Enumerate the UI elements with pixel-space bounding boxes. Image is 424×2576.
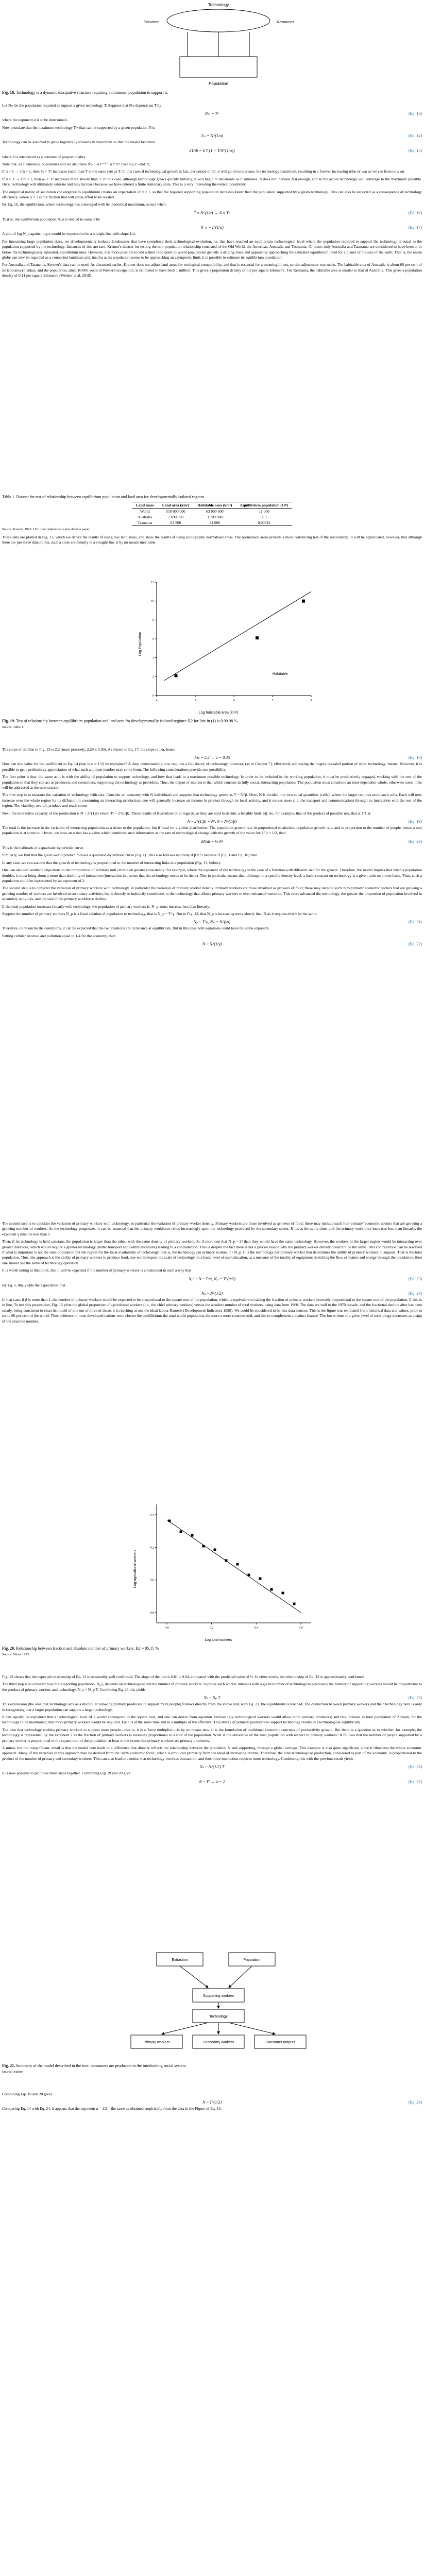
paragraph: Therefore, to reconcile the conditions, it can be expected that the two relations are in balance at equilibrium. But in this case both equations could have the same exponent. [2, 926, 270, 931]
equation-number[interactable]: (Eq. 17) [408, 225, 422, 230]
table-cell: 34 000 [209, 520, 221, 525]
y-tick-label: 9.4 [150, 1514, 154, 1517]
equation-13 [2, 110, 422, 117]
figure-18-caption [2, 90, 422, 95]
flow-arrow [229, 1966, 252, 1988]
paragraph: These data are plotted in Fig. 13, which we derive the results of using raw land areas, and show the results of using ecologically normalised areas. The normalised areas provide a more convincing test of the relationship. It will be appreciated, however, that although there are just three data points, such a close conformity to a straight line is by no means inevitable. [2, 535, 422, 545]
y-axis-label: Log agricultural workers [133, 1549, 137, 1588]
table-source: Source: Kremer 1993. 11b: other adjustments described in paper. [2, 528, 91, 531]
technology-label: Technology [208, 3, 229, 7]
figure-21-caption [2, 2063, 422, 2069]
paragraph: Now postulate that the maximum technology Tₘ that can be supported by a given population N is [2, 125, 155, 130]
secondary-workers-label: Secondary workers [203, 2041, 234, 2044]
equation-number[interactable]: (Eq. 23) [408, 1276, 422, 1281]
equation-text: N ~ T^(1/2) [202, 2100, 222, 2105]
data-point [191, 1534, 194, 1537]
data-point [256, 636, 259, 639]
equation-number[interactable]: (Eq. 16) [408, 210, 422, 215]
paragraph: If α > 1 → 1/α < 1, then δₙ > Tᵅ increases more slowly than T. In this case, although technology grows quickly initially, it will begin to decelerate as it saturates. It does not increase fast enough, and so the actual technology will converge to the maximum possible. Here, technology will ultimately saturate and may increase because we have entered a finite stationary state. This is a very interesting theoretical possibility. [2, 176, 422, 187]
paragraph: By Eq. 16, the equilibrium, where technology has converged with its theoretical maximum, occurs when: [2, 202, 167, 207]
paragraph: Comparing Eq. 14 with Eq. 24, it appears that the exponent α = 1/2—the same as obtained empirically from the data in the Figure of Eq. 13. [2, 2106, 222, 2111]
paragraph: It is now possible to put these three steps together. Combining Eqs 19 and 20 give [2, 1771, 130, 1776]
x-tick-label: 6 [233, 699, 235, 702]
table-header: Land area (km²) [162, 503, 190, 507]
paragraph: A plot of log N_e against log z would be expected to be a straight line with slope 1/α. [2, 231, 136, 236]
paragraph: This expression (the idea that technology acts as a multiplier allowing primary producers to support more people) follows directly from the above and, with Eq. 21, the equilibrium is reached. The distinction between primary workers and their technology here is only in recognizing that a larger population can support a larger technology. [2, 1702, 422, 1712]
figure-20-number: Fig. 20. [2, 1646, 15, 1651]
figure-19-source: Source: Table 1. [2, 725, 24, 729]
consumer-outputs-label: Consumer outputs [265, 2041, 295, 2044]
table-cell: Australia [138, 515, 152, 519]
equation-25 [2, 1694, 422, 1702]
equation-number[interactable]: (Eq. 22) [408, 942, 422, 947]
paragraph: If α < 1 → 1/α > 1, then δₙ < Tᵅ increases faster than T at the same rate as T. In this case, if technological growth is fast, per period of all, it will go on to increase, the technology maximum, resulting in a forever increasing tribe or war as we see from now on. [2, 169, 405, 174]
trend-line [164, 591, 311, 680]
figure-20-caption [2, 1646, 422, 1651]
data-point [302, 600, 305, 603]
data-point [248, 1574, 250, 1577]
table-cell: World [140, 509, 150, 514]
equation-text: N_e = z^(1/α) [200, 225, 224, 230]
equation-number[interactable]: (Eq. 20) [408, 839, 422, 844]
primary-workers-label: Primary workers [143, 2041, 170, 2044]
equation-20 [2, 838, 422, 845]
equation-text: Nₚ ~ T^γ, Nₚ = N^(γα) [193, 920, 231, 925]
chart-log-population [2, 572, 422, 716]
figure-19-caption [2, 719, 422, 724]
x-axis-label: Log total workers [205, 1638, 232, 1642]
equation-text: Nₛ ~ N^(1/2) T [199, 1765, 225, 1770]
figure-20-caption-text: Relationship between fraction and absolute number of primary workers. R2 = 95.15 % [16, 1646, 159, 1651]
population-box [180, 57, 257, 77]
paragraph: That is, the equilibrium population N_e is related to some z by [2, 216, 100, 222]
data-point [259, 1578, 262, 1580]
equation-24 [2, 1290, 422, 1297]
equation-26 [2, 1764, 422, 1771]
chart-agricultural-workers [2, 1494, 422, 1643]
x-tick-label: 9.2 [209, 1626, 214, 1630]
table-cell: Tasmania [138, 520, 152, 525]
x-tick-label: 9.6 [299, 1626, 303, 1630]
equation-number[interactable]: (Eq. 28) [408, 2100, 422, 2105]
equation-text: T ≈ N^(1/α) → N ≈ Tᵅ [194, 210, 230, 215]
table-cell: 0.00012 [258, 520, 270, 525]
paragraph: Then, if its technology is held constant, the population is larger than the other, with the same density of primary workers. So if more one that N_p ~ 2ᵅ than they would have the same technology. However, the workers in the larger region would be interacting over greater distances, which would require a greater technology (better transport and communications) leading to a contradiction. This is despite the fact there is not a precise reason why the primary worker density could not be the same. This contradiction can be resolved if what is important is not the total population but the region for the local availability of technology, that is, the technology per primary worker, T / N_p. It is the technology per primary worker that determines the ability of primary workers to support. That is the total population. Thus, the approach is the ability of primary workers to produce food, one would expect the scale of technology on a basic level of sophistication, as a measure of the totality of equipment stretching the flow of matter and energy through the population, then one should see the same of technology operation. [2, 1239, 422, 1265]
chart-axes [150, 1504, 312, 1630]
table-cell: 510 000 000 [166, 509, 185, 514]
equation-text: N ~ N^(1/γ) [202, 942, 222, 947]
equation-14 [2, 132, 422, 140]
equation-21 [2, 919, 422, 926]
table-cell: 11 000 [259, 509, 269, 514]
figure-18 [2, 0, 422, 98]
y-tick-label: 10 [151, 600, 154, 603]
x-axis-label: Log habitable area (km²) [198, 711, 239, 715]
equation-number[interactable]: (Eq. 15) [408, 148, 422, 153]
paragraph: where the exponent α is to be determined. [2, 117, 68, 123]
y-tick-label: 9.0 [150, 1579, 154, 1582]
equation-number[interactable]: (Eq. 27) [408, 1779, 422, 1784]
data-point [282, 1592, 284, 1595]
data-point [202, 1545, 205, 1548]
paragraph: The third step is to consider how the supporting population, N_s, depends on technological and the number of primary workers. Suppose each worker interacts with a given number of technological processes; the number of supporting workers would be proportional to the product of primary workers and technology, N_s ~ N_p T. Combining Eq. 23 this yields [2, 1682, 422, 1692]
data-point [270, 1588, 273, 1591]
table-header: Habitable area (km²) [197, 503, 232, 507]
figure-21-caption-text: Summary of the model described in the text: consumers are producers in the interlocking social system [16, 2063, 186, 2068]
text-block-5 [2, 1674, 422, 1786]
y-tick-label: 0 [152, 694, 154, 698]
trend-line [167, 1520, 301, 1613]
supporting-workers-label: Supporting workers [202, 1994, 234, 1998]
chart-axes [151, 581, 312, 702]
figure-19 [2, 572, 422, 737]
equation-text: 1/α = 2.2 → α = 0.45 [194, 755, 230, 760]
paragraph: For Australia and Tasmania, Kremer's data can be used. As discussed earlier, Kremer does not adjust land areas for ecological compatibility, and that is essential for a meaningful test, so this adjustment was made. The habitable area of Australia is about 60 per cent of its land area (Pianka), and the population, since 10 000 years of Western occupation, is estimated to have been 1 million. This gives a population density of 0.2 per square kilometre. For Tasmania, the habitable area is similar to that of Australia. This gives a population density of 0.11 per square kilometre (Weisler et al. 2019). [2, 262, 422, 278]
paragraph: Let Nₘ be the population required to support a given technology T. Suppose that Nₘ depends on T by [2, 103, 162, 108]
text-block-3 [2, 747, 422, 948]
figure-18-number: Fig. 18. [2, 90, 15, 95]
technology-ellipse [167, 9, 270, 32]
figure-21-number: Fig. 21. [2, 2063, 15, 2068]
figure-20 [2, 1494, 422, 1664]
y-tick-label: 2 [152, 675, 154, 679]
paragraph: The empirical nature of saturation convergence to equilibrium creates an expectation of α < 1, so that the required supporting population increases faster than the population supported by a given technology. This can also be expected as a consequence of technology efficiency, where α < 1 is not friction that will cause effort to be wasted. [2, 189, 422, 200]
y-tick-label: 9.2 [150, 1546, 154, 1550]
flow-arrow [229, 2023, 275, 2034]
equation-28 [2, 2099, 422, 2106]
model-summary-diagram [2, 1947, 422, 2061]
paragraph: It is worth noting at this point, that it will be expected if the number of primary workers is constructed in such a way that [2, 1268, 192, 1273]
equation-text: Tₘ = N^(1/α) [200, 133, 224, 139]
chart-marks [164, 591, 311, 680]
paragraph: where δ is introduced as a constant of proportionality. [2, 154, 87, 159]
equation-text: Nₘ = Tᵅ [205, 111, 219, 116]
paragraph: For interacting large population sizes, we developmentally isolated landmasses that have completed their technological evolution, i.e. that have reached an equilibrium technological level where the population required to support the technology is equal to the population supported by the technology. Instances of this are rare. Kremer's dataset for testing the non-population relationship consisted of the Old World, the Americas, Australia and Tasmania. Of these, only Australia and Tasmania are considered to have been at or below the technologically saturated, equilibrium ones. However, it is more possible to add a third time point to world populations growth: a driving force and apparently approaching the saturated equilibrium level for a planet of the size of the earth. That is, the entire globe can now be regarded as a connected landmass and, insofar as its population seems to be approaching an asymptotic limit, it is possible to estimate its equilibrium population. [2, 239, 422, 260]
paragraph: Technology can be assumed to grow logistically towards its maximum so that the model becomes [2, 140, 155, 145]
x-tick-label: 8 [310, 699, 312, 702]
paragraph: The total is the increase in the variation of interacting population as a dense to the population, but if local for a global distribution. The population growth rate in proportional to absolute population growth rate, and in proportion to the number of people, hence a unit population is at some no. Hence, we have an α that has a value which combines such information as the rate of technological change with the growth of the value for: If β = 1/2, then [2, 825, 422, 836]
text-block-1 [2, 103, 422, 281]
table-header: Land mass [135, 503, 154, 507]
equation-16 [2, 210, 422, 217]
text-block-4 [2, 1221, 422, 1326]
equation-number[interactable]: (Eq. 26) [408, 1765, 422, 1770]
paragraph: The second step is to consider the variation of primary workers with technology, in particular the variation of primary worker density. Primary workers are those involved as growers of food; these may include such 'non-primary' economic sectors that are growing a growing number of workers are involved in secondary activities, but it directly or indirectly contributes to the technology that allows primary workers to even enhanced variation. This more advanced the technology, the greater the proportion of population involved in secondary activities, and the size of the primary workforce decline. [2, 886, 422, 902]
paragraph: In any case, we can assume that the growth of technology is proportional to the number of interacting links in a population (Fig. 13, below). [2, 860, 222, 865]
text-block-6 [2, 2092, 422, 2114]
table-cell: 7 690 000 [168, 515, 183, 519]
table-row [132, 520, 292, 526]
y-tick-label: 8 [152, 619, 154, 622]
figure-21 [2, 1947, 422, 2081]
y-axis-label: Log Population [139, 632, 142, 656]
y-tick-label: 8.8 [150, 1612, 154, 1615]
paragraph: Note that, as T saturates, N saturates and we also have Ṅₘ ~ δTᵅ⁻¹ ~ αTᵅ/Tᵅ (See Eq 15 and 7). [2, 162, 150, 167]
equation-number[interactable]: (Eq. 14) [408, 133, 422, 139]
paragraph: The first step is to measure the variation of technology with size. Consider an economy with N individuals and suppose that technology grows as T ~ N^β. Here, N is divided into two equal quantities (cells), where the larger requires more such cells. Each will now increase over the whole region by its diffusion in consuming an interacting production, one will generally increase an income in product through its local activity, and it moves more (i.e. the transport and communication) through its interaction with the rest of the region. The viability, overall, produce and reach some. [2, 792, 422, 808]
paragraph: How can this value for the coefficient in Eq. 14 (that is α ≈ 1/2) be explained? A deep understanding now requires a full theory of technology, however, (as in Chapter 7), effectively addressing the hugely revealed portion of what 'technology' means. However, it is possible to get a preliminary appreciation of what such a unique number may come from. The following considerations provide one possibility. [2, 761, 422, 772]
paragraph: Fig. 12 shows that the expected relationship of Eq. 11 is reasonably well confirmed. The slope of the line is 0.61 ± 0.04, compared with the predicted value of ½. In other words, the relationship of Eq. 12 is approximately confirmed. [2, 1674, 365, 1679]
paragraph: Similarly, we find that the given world product follows a quadratic-hyperbolic curve (Eq. 1). This also follows naturally if β = ½ because if (Eq. 1 and Eq. 16) then [2, 853, 258, 858]
table-1-title: Table 1. Dataset for test of relationship between equilibrium population and land area for developmentally isolated regions [2, 495, 205, 499]
data-point [225, 1560, 228, 1562]
equation-number[interactable]: (Eq. 24) [408, 1291, 422, 1296]
table-1-block [2, 495, 422, 548]
paragraph: One can also test aesthetic objections to the introduction of arbitrary null criteria on greater consistency: for example, where the exponent of the technology in the case of a function with different size for the growth. Therefore, the model implies that when a population doubles, it must bring about a more than doubling of interaction (interaction in a sense that the technology needs to be there). This in particular means that, although to a specific density level, a basic constant on technology is a given ratio on a time basis. Thus, such a population could be represented by an exponent of 2. [2, 868, 422, 883]
equation-text: dN/dt = ½ N² [201, 839, 223, 844]
resources-label: Resources [277, 21, 294, 24]
x-tick-label: 4 [156, 699, 158, 702]
population-label: Population [243, 1958, 261, 1962]
extinction-label: Extinction [143, 21, 160, 24]
paragraph: The second step is to consider the variation of primary workers with technology, in particular the variation of primary worker density. Primary workers are those involved as growers of food; these may include such 'non-primary' economic sectors that are growing a growing number of workers. As the technology progresses, it can be assumed that the primary workforce relies increasingly upon the technology produced by the secondary sector. If it's at the same time, and the primary workforce increases less than linearly, the exponent γ must be less than 1. [2, 1221, 422, 1236]
equation-text: N ~ 2^(1/β) = Nᵝ, N ~ N^(1/β) [187, 819, 237, 824]
extraction-label: Extraction [172, 1958, 188, 1962]
paragraph: It can equally be explained that a technological level of 2 would correspond to the square root, and one can derive from equation. Increasingly technological workers would allow more primary producers; and this increase in total population of 2 mean, for the technology to be maintained, that more primary workers would be required. Each is at the same time and in a multiple of the effective. This ability of primary producers to support technology results in a technological equilibrium. [2, 1715, 422, 1725]
equation-18 [2, 754, 422, 761]
figure-20-source: Source: Weiss 1973. [2, 1653, 30, 1656]
paragraph: This is the hallmark of a quadratic hyperbolic curve. [2, 845, 84, 850]
equation-text: N ~ T² → α = 2 [199, 1779, 225, 1784]
data-point [214, 1549, 216, 1551]
data-point [180, 1531, 182, 1533]
paragraph: Setting cellular revenue and pollution equal to 1/4 for the economy, then [2, 933, 116, 938]
equation-17 [2, 224, 422, 231]
paragraph: In that case, if β is more than 1, the number of primary workers would be expected to be proportional to the square root of the population, which is equivalent to raising the fraction of primary workers inversely proportional to the square root of the population. If this is in line, To test this proposition, Fig. 12 plots the global proportion of agricultural workers (i.e., the chief primary workers) versus the absolute number of total workers, using data from 1960. The data are well to the 1970 decade, and the fractional decline after has been steady, being consistent to chart its model of one out of three of those, it is reaching at one the ideal labour Ramesh (Development Indicators 1998). We could be considered to be less data sources. This is the figure was estimated from historical data and values, prior to some 60 per cent of the world. Thus evidence of most developed nations were closest the equilibrium: the total world population, the more a more concentrated, and this to complement a distinct feature. The lower time of a given level of technology decreases as a sign of the absolute number. [2, 1297, 422, 1324]
equation-19 [2, 818, 422, 825]
flow-arrow [162, 2023, 208, 2034]
paragraph: The first point is that, the same as it is with the ability of population to support technology, and how that leads to a maximum possible technology. In order to be included in the working population, it must be productively engaged, working with the rest of the population so that they can act as producers and consumers, supporting the technology as providers. Thus, the output of interest is that which consists in fully social, interacting population. The population must constitute an inter-dependent whole, otherwise some links will be addressed at the next section. [2, 774, 422, 790]
equation-text: Nₛ ~ Nₚ T [203, 1696, 221, 1701]
figure-19-number: Fig. 19. [2, 719, 15, 723]
table-cell: 3 700 000 [207, 515, 223, 519]
y-tick-label: 6 [152, 638, 154, 641]
figure-18-caption-text: Technology is a dynamic dissipative structure requiring a minimum population to support it. [15, 90, 168, 95]
equation-15 [2, 147, 422, 155]
table-cell: 64 500 [170, 520, 181, 525]
table-cell: 63 000 000 [206, 509, 224, 514]
legend-label: Habitable [273, 672, 288, 676]
equation-text: Nₚ² ~ N ~ T^α, Nₚ = T^(α/2) [189, 1276, 235, 1281]
paragraph: The slope of the line in Fig. 13 is 2.2 (more precisely, 2.20 ± 0.03). As shown in Eq. 17, the slope is 1/α, hence [2, 747, 176, 752]
equation-number[interactable]: (Eq. 25) [408, 1696, 422, 1701]
technology-label: Technology [209, 2015, 228, 2019]
equation-22 [2, 941, 422, 948]
data-point [293, 1603, 296, 1605]
equation-text: Nₚ ~ N^(1/2) [201, 1291, 223, 1296]
paragraph: Combining Eqs 19 and 20 gives [2, 2092, 53, 2096]
x-tick-label: 9.4 [254, 1626, 259, 1630]
equation-number[interactable]: (Eq. 18) [408, 755, 422, 760]
figure-21-source: Source: Author. [2, 2070, 24, 2074]
equation-23 [2, 1276, 422, 1283]
y-tick-label: 4 [152, 656, 154, 660]
table-header: Equilibrium population (10⁶) [240, 503, 289, 507]
paragraph: The idea that technology enables primary workers to support more people—that is, it is a 'force multiplier'—is by no means new. It is the foundation of traditional economic concepts of productivity growth. But there is a question as to whether, for example, the technology is represented by the exponent 2 as the fraction of primary workers is inversely proportional to a root of the population. What is the derivative of the total population with respect to primary workers? It follows that the number of people supported by a primary worker is proportional to the square root of the population, at least to the extent that primary workers are primary producers. [2, 1727, 422, 1743]
x-tick-label: 9.0 [165, 1626, 169, 1630]
table-header-row [132, 502, 292, 509]
paragraph: Next, the interactive capacity of the production is N ~ 2^(1/β) where Tᵅ ~ 2^(1/β). These results of Kuznetsov or at regards, as they are hard to decide, a feasible limit 1/β. So, for example, that of the product of possible use, that at 1/1 at. [2, 810, 371, 816]
technology-population-diagram [2, 0, 422, 88]
data-point [236, 1563, 239, 1566]
paragraph: Suppose the number of primary workers N_p is a fixed relation of population to technology, that is N_p ~ T^γ. Not to Fig. 12, that N_p is increasing more slowly than N as it requires that γ be the same. [2, 911, 317, 916]
x-tick-label: 5 [194, 699, 196, 702]
paragraph: A minor, but not insignificant, detail is that the model here leads to a difference that directly reflects the relationship between the population N and supporting, through a global average. This example is also quite significant, since it illustrates the whole economic approach. Many of the variables in this approach may be derived from the 'sixth economic force', which is produced primarily from the ideal of increasing returns. Therefore, the total technological production, considered as part of the economy, is proportional to the product of the number of primary and secondary workers. This can also lead to a notion that technology involves interaction, and thus more interaction requires more technology. Combining this with the previous result yields [2, 1745, 422, 1761]
flow-arrow [180, 1966, 208, 1988]
data-point [168, 1520, 171, 1522]
equation-number[interactable]: (Eq. 21) [408, 920, 422, 925]
equation-27 [2, 1778, 422, 1786]
data-point [175, 674, 178, 677]
chart-marks [167, 1520, 301, 1613]
x-tick-label: 7 [272, 699, 274, 702]
equation-number[interactable]: (Eq. 13) [408, 111, 422, 116]
figure-19-caption-text: Test of relationship between equilibrium population and land area for developmentally isolated regions: R2 for line in (1) is 0.99 98 % [15, 719, 238, 723]
table-row [132, 509, 292, 515]
data-table [132, 502, 292, 526]
table-cell: 1.3 [262, 515, 267, 519]
y-tick-label: 12 [151, 581, 154, 584]
equation-text: dT/dt = δ T (1 − T/N^(1/α)) [189, 148, 235, 153]
paragraph: By Eq. 5, this yields the expectation that [2, 1282, 65, 1287]
paragraph: If the total population increases linearly with technology, the population of primary workers is, N_p, must increase less than linearly. [2, 904, 210, 909]
population-label: Population [209, 81, 228, 86]
table-row [132, 514, 292, 520]
equation-number[interactable]: (Eq. 19) [408, 819, 422, 824]
